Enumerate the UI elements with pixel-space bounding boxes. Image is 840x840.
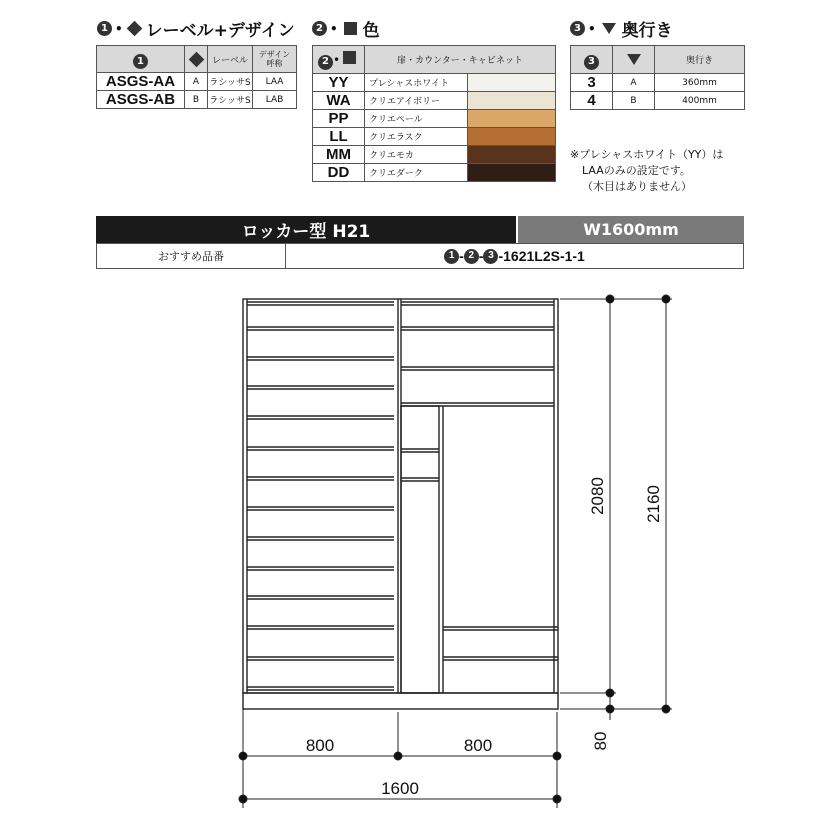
section3-title: 3 • 奥行き <box>570 16 673 41</box>
part-suffix: -1621L2S-1-1 <box>498 248 585 264</box>
product-title: ロッカー型 H21 <box>241 222 371 242</box>
cabinet-base <box>243 693 558 709</box>
circled-number-icon: 2 <box>318 55 333 70</box>
color-header: 扉・カウンター・キャビネット <box>365 46 556 74</box>
table-row: ASGS-AA A ラシッサS LAA <box>97 73 297 91</box>
circled-number-icon: 3 <box>584 55 599 70</box>
dim-dot <box>662 705 670 713</box>
section1-title-text: レーベル+デザイン <box>145 21 295 41</box>
dim-label-base: 80 <box>591 731 610 751</box>
table-row: DD クリエダーク <box>313 164 556 182</box>
table-row: PP クリエペール <box>313 110 556 128</box>
table-row: YY プレシャスホワイト <box>313 74 556 92</box>
circled-number-icon: 3 <box>570 21 585 36</box>
dim-dot <box>239 795 247 803</box>
recommend-label: おすすめ品番 <box>97 244 286 268</box>
section2-title-text: 色 <box>362 21 380 41</box>
dim-dot <box>553 752 561 760</box>
table-row: LL クリエラスク <box>313 128 556 146</box>
circled-number-icon: 2 <box>312 21 327 36</box>
right-shelves <box>401 302 554 406</box>
dim-dot <box>606 705 614 713</box>
dim-label-left: 800 <box>305 736 335 755</box>
section2-title: 2 • 色 <box>312 16 380 41</box>
circled-number-icon: 1 <box>97 21 112 36</box>
depth-note: ※プレシャスホワイト（YY）は LAAのみの設定です。 （木目はありません） <box>570 148 724 193</box>
table-row: ASGS-AB B ラシッサS LAB <box>97 91 297 109</box>
dim-label-total: 1600 <box>381 779 419 798</box>
dim-dot <box>553 795 561 803</box>
section1-title: 1 • レーベル+デザイン <box>97 16 295 41</box>
dim-dot <box>662 295 670 303</box>
recommend-part-number: 1 - 2 - 3 -1621L2S-1-1 <box>286 244 743 268</box>
header-depth: 奥行き <box>655 46 745 74</box>
table-row: MM クリエモカ <box>313 146 556 164</box>
dim-dot <box>394 752 402 760</box>
circled-number-icon: 1 <box>444 249 459 264</box>
dim-label-overall: 2160 <box>644 485 663 523</box>
dim-dot <box>606 295 614 303</box>
circled-number-icon: 2 <box>464 249 479 264</box>
table-row: 3 A 360mm <box>571 74 745 92</box>
circled-number-icon: 3 <box>483 249 498 264</box>
table-row: 4 B 400mm <box>571 92 745 110</box>
left-shelves <box>247 302 394 690</box>
product-width: W1600mm <box>583 220 679 239</box>
header-design: デザイン 呼称 <box>253 46 297 73</box>
color-table: 2 • 扉・カウンター・キャビネット YY プレシャスホワイト WA クリエアイボリー PP クリエペール LL クリエラスク MM クリエモカ DD クリエダーク <box>312 45 556 182</box>
header-label: レーベル <box>208 46 253 73</box>
dim-dot <box>239 752 247 760</box>
circled-number-icon: 1 <box>133 54 148 69</box>
dim-label-body: 2080 <box>588 477 607 515</box>
table-row: WA クリエアイボリー <box>313 92 556 110</box>
dim-label-right: 800 <box>463 736 493 755</box>
dim-dot <box>606 689 614 697</box>
section3-title-text: 奥行き <box>621 21 673 41</box>
